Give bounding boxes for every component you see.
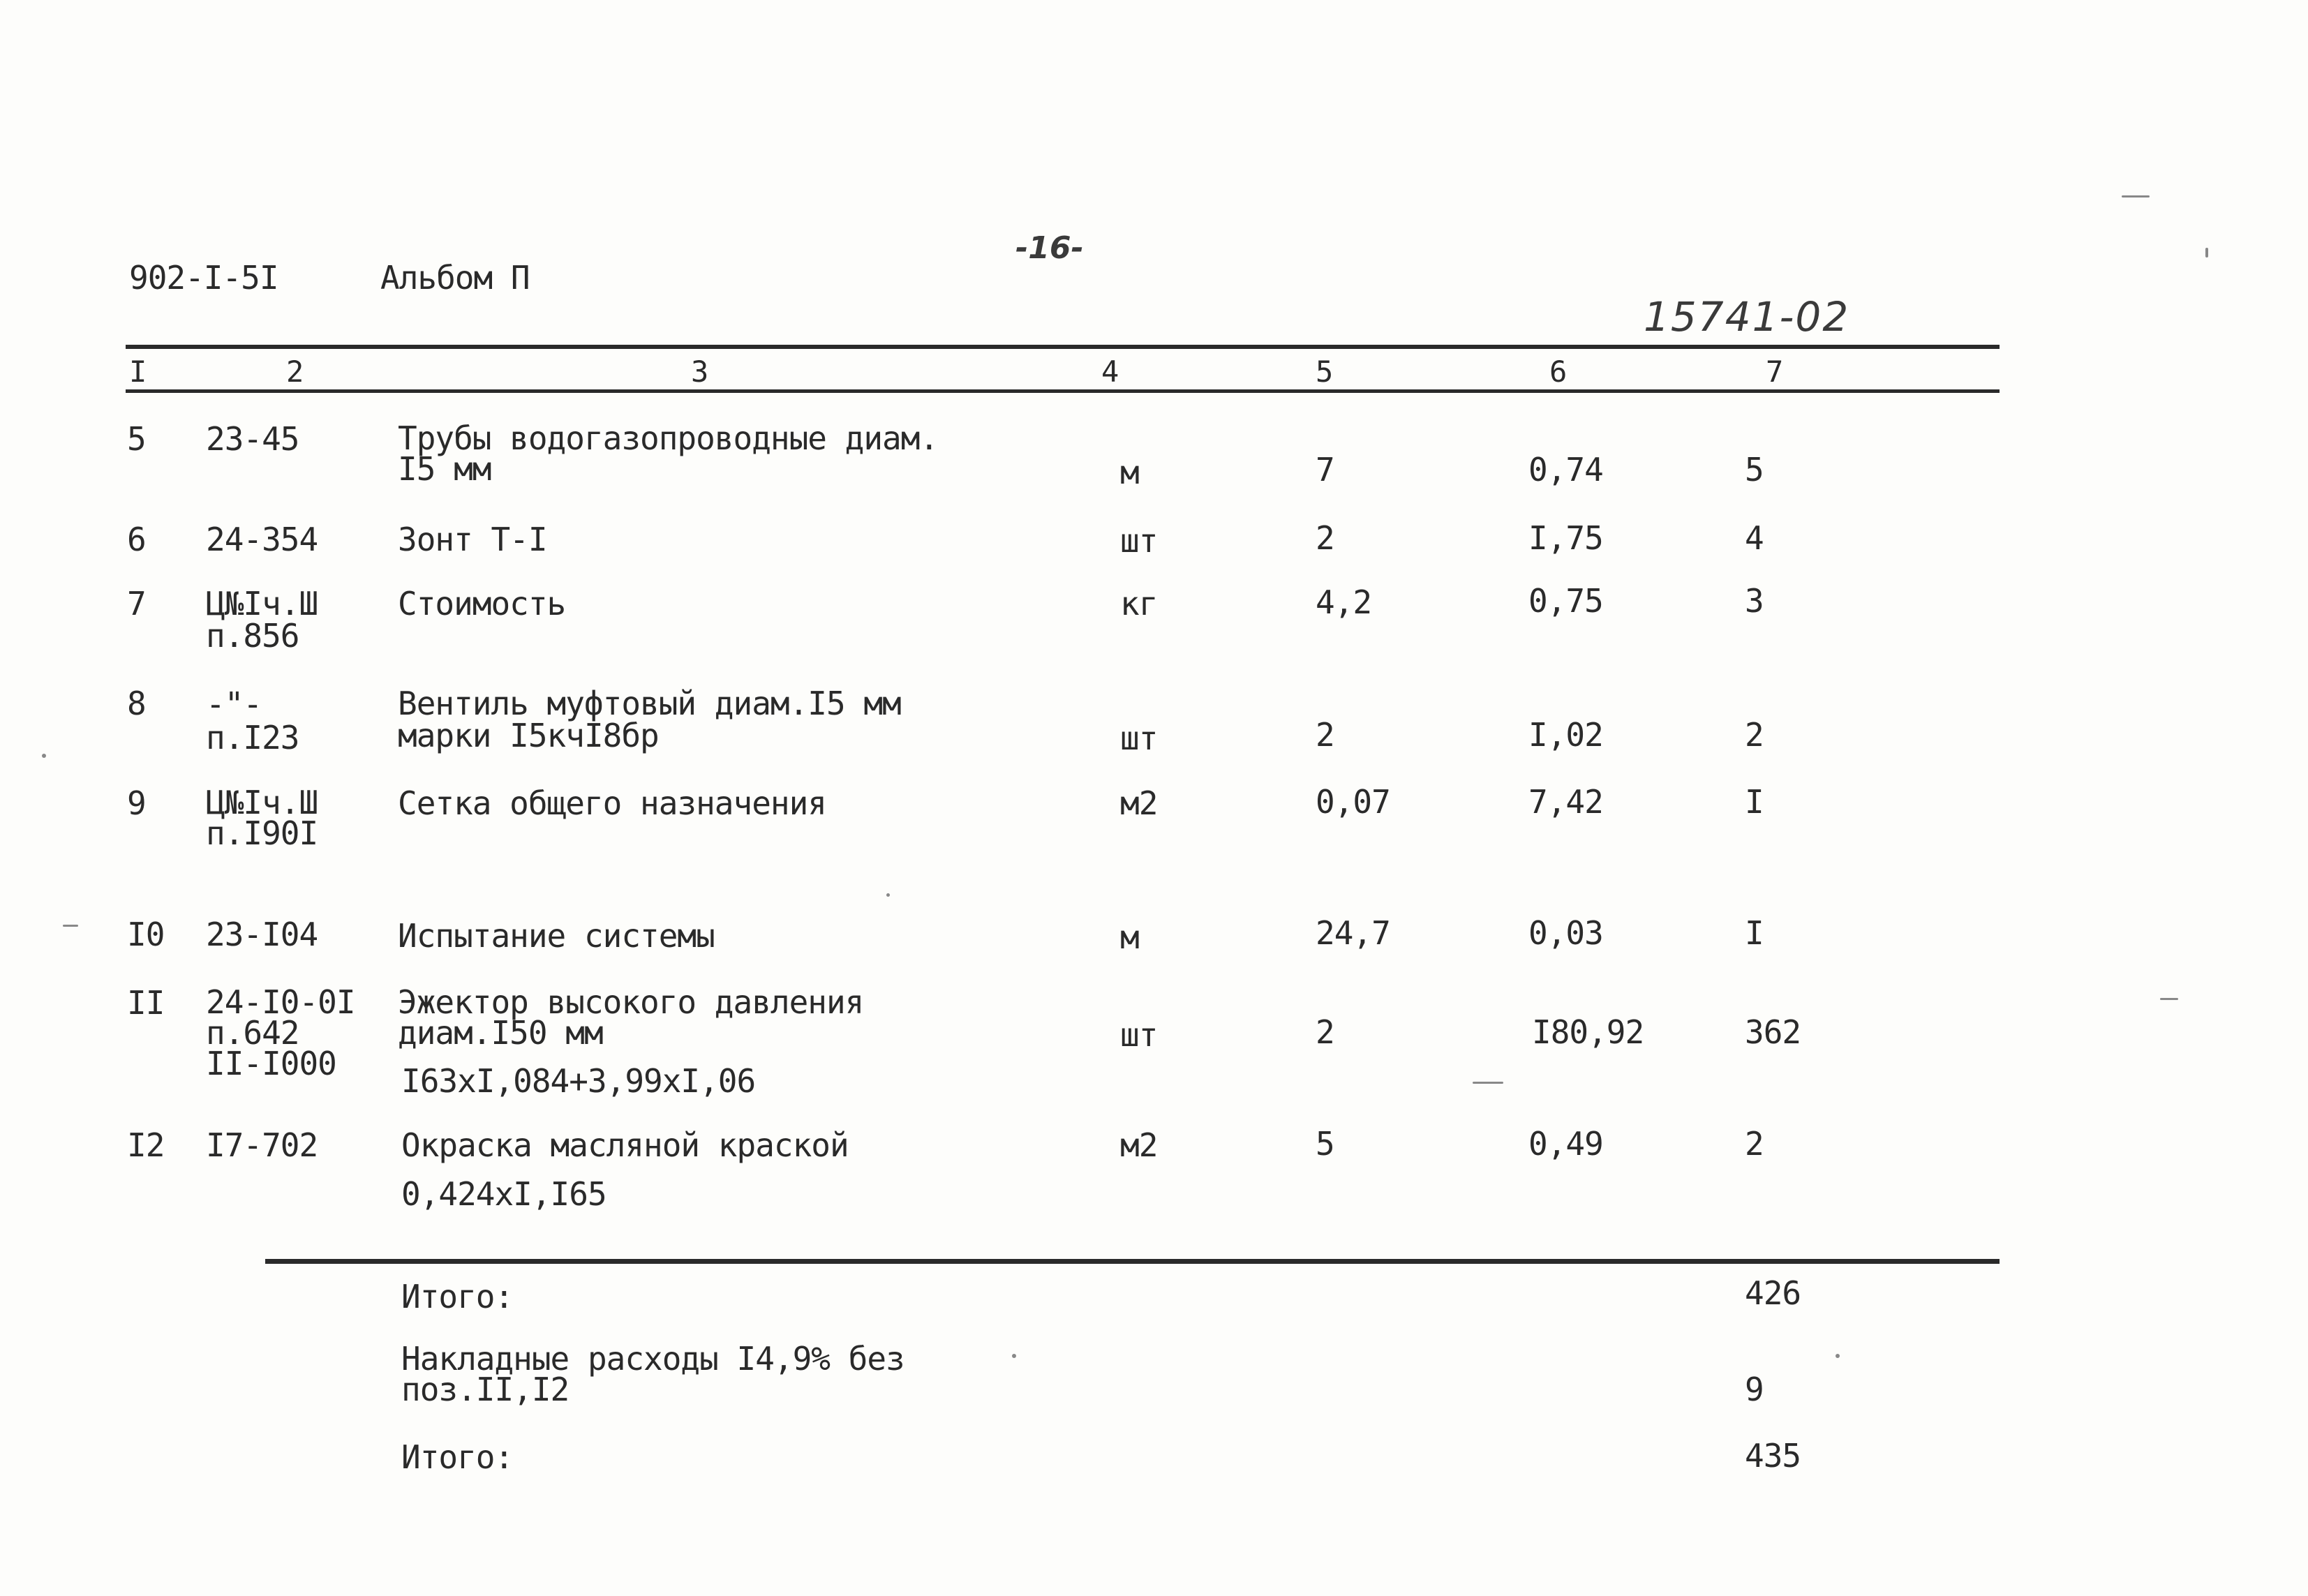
row-6-price: I,75 — [1528, 519, 1603, 557]
row-8-price: I,02 — [1528, 716, 1603, 754]
page-number: -16- — [1015, 230, 1084, 266]
row-5-code: 23-45 — [206, 420, 299, 458]
overhead-value: 9 — [1745, 1371, 1764, 1408]
row-7-code: Ц№Iч.Ш п.856 — [206, 585, 318, 655]
row-7-name: Стоимость — [398, 585, 566, 622]
scan-speck — [886, 893, 890, 897]
row-10-code: 23-I04 — [206, 916, 318, 953]
row-12-total: 2 — [1745, 1125, 1764, 1163]
subtotal-label: Итого: — [401, 1278, 514, 1315]
totals-rule — [265, 1259, 2000, 1264]
document-code: 902-I-5I — [129, 259, 278, 297]
subtotal-value: 426 — [1745, 1274, 1801, 1312]
row-12-note: 0,424хI,I65 — [401, 1175, 606, 1213]
row-11-qty: 2 — [1316, 1013, 1334, 1051]
row-5-name: Трубы водогазопроводные диам. I5 мм — [398, 419, 939, 488]
row-6-code: 24-354 — [206, 521, 318, 558]
row-10-qty: 24,7 — [1316, 914, 1390, 952]
register-number: 15741-02 — [1644, 293, 1850, 341]
row-5-unit: м — [1120, 454, 1139, 491]
row-8-qty: 2 — [1316, 716, 1334, 754]
scan-speck — [1012, 1354, 1016, 1358]
album-label: Альбом П — [380, 259, 530, 297]
row-11-unit: шт — [1120, 1016, 1158, 1054]
row-6-pos: 6 — [127, 521, 146, 558]
row-10-pos: I0 — [127, 916, 165, 953]
row-6-unit: шт — [1120, 522, 1158, 560]
row-8-name: Вентиль муфтовый диам.I5 мм марки I5кчI8бр — [398, 685, 901, 754]
row-5-price: 0,74 — [1528, 451, 1603, 489]
row-8-code: -"- п.I23 — [206, 685, 299, 756]
row-9-pos: 9 — [127, 784, 146, 822]
row-12-price: 0,49 — [1528, 1125, 1603, 1163]
overhead-label: Накладные расходы I4,9% без поз.II,I2 — [401, 1340, 904, 1408]
row-9-unit: м2 — [1120, 784, 1158, 822]
row-6-name: Зонт Т-I — [398, 521, 547, 558]
row-6-total: 4 — [1745, 519, 1764, 557]
grand-total-value: 435 — [1745, 1437, 1801, 1475]
row-11-code: 24-I0-0I п.642 II-I000 — [206, 983, 355, 1082]
scan-speck — [1473, 1082, 1503, 1084]
row-6-qty: 2 — [1316, 519, 1334, 557]
row-12-pos: I2 — [127, 1126, 165, 1164]
row-8-unit: шт — [1120, 719, 1158, 757]
row-11-total: 362 — [1745, 1013, 1801, 1051]
row-10-name: Испытание системы — [398, 917, 715, 955]
row-9-total: I — [1745, 783, 1764, 821]
row-12-code: I7-702 — [206, 1126, 318, 1164]
row-9-name: Сетка общего назначения — [398, 784, 826, 822]
row-7-unit: кг — [1120, 585, 1158, 622]
row-9-qty: 0,07 — [1316, 783, 1390, 821]
row-12-unit: м2 — [1120, 1126, 1158, 1164]
grand-total-label: Итого: — [401, 1438, 514, 1476]
row-11-pos: II — [127, 984, 165, 1022]
row-7-price: 0,75 — [1528, 582, 1603, 620]
scan-speck — [2122, 195, 2150, 197]
column-number-4: 4 — [1101, 355, 1119, 389]
scan-speck — [63, 925, 78, 927]
row-7-pos: 7 — [127, 585, 146, 622]
row-10-total: I — [1745, 914, 1764, 952]
scan-speck — [42, 754, 46, 758]
row-11-price: I80,92 — [1532, 1013, 1644, 1051]
scan-speck — [2160, 998, 2178, 1000]
row-7-qty: 4,2 — [1316, 583, 1372, 621]
row-8-pos: 8 — [127, 685, 146, 722]
row-12-qty: 5 — [1316, 1125, 1334, 1163]
column-number-2: 2 — [286, 355, 304, 389]
scan-speck — [2205, 248, 2208, 258]
row-10-unit: м — [1120, 918, 1139, 956]
row-11-name: Эжектор высокого давления диам.I50 мм — [398, 983, 864, 1052]
row-5-total: 5 — [1745, 451, 1764, 489]
column-header-rule — [126, 389, 2000, 393]
row-5-qty: 7 — [1316, 451, 1334, 489]
row-5-pos: 5 — [127, 420, 146, 458]
row-11-note: I63хI,084+3,99хI,06 — [401, 1062, 756, 1100]
table-top-rule — [126, 345, 2000, 349]
column-number-5: 5 — [1316, 355, 1334, 389]
row-10-price: 0,03 — [1528, 914, 1603, 952]
row-12-name: Окраска масляной краской — [401, 1126, 849, 1164]
row-8-total: 2 — [1745, 716, 1764, 754]
row-7-total: 3 — [1745, 582, 1764, 620]
row-9-price: 7,42 — [1528, 783, 1603, 821]
column-number-1: I — [129, 355, 147, 389]
row-9-code: Ц№Iч.Ш п.I90I — [206, 784, 318, 852]
column-number-7: 7 — [1766, 355, 1784, 389]
column-number-6: 6 — [1549, 355, 1568, 389]
column-number-3: 3 — [691, 355, 709, 389]
scan-speck — [1836, 1354, 1840, 1358]
